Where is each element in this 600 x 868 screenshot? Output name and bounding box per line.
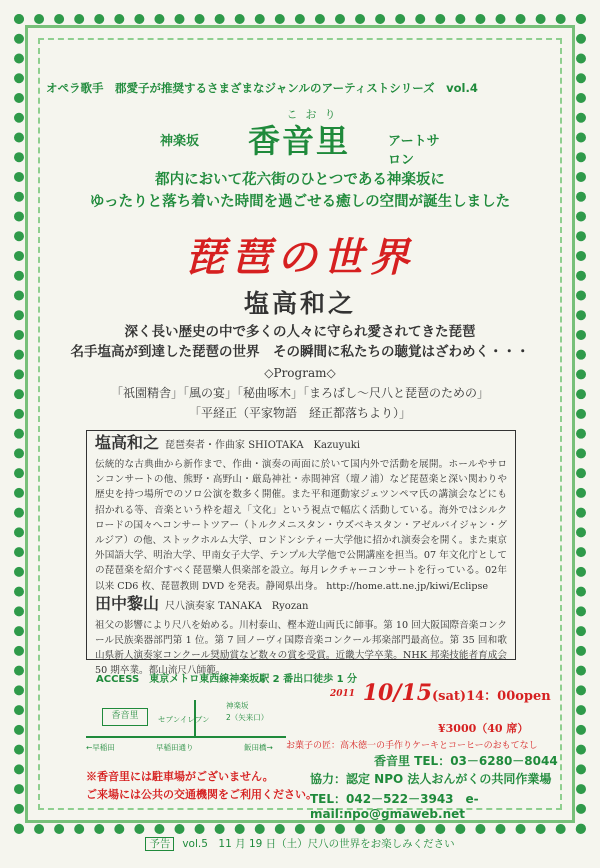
- event-year: 2011: [330, 689, 356, 699]
- tanaka-name: 田中黎山: [95, 593, 160, 613]
- event-date: [330, 680, 551, 706]
- access-title: ACCESS 東京メトロ東西線神楽坂駅 2 番出口徒歩 1 分: [96, 674, 358, 685]
- program-heading: ◇Program◇: [264, 366, 336, 380]
- shiotaka-bio: 伝統的な古典曲から新作まで、作曲・演奏の両面に於いて国内外で活動を展開。ホールやサロンコンサートの他、熊野・高野山・厳島神社・赤間神宮（壇ノ浦）など琵琶楽と深い関わりや歴史を持つ場所でのソロ公演を数多く開催。また平和運動家ジェツンペマ氏の講演会などにも招かれる等、音楽という枠を超え「文化」という視点で幅広く活動している。海外ではシルクロードの国々へコンサートツアー（トルクメニスタン・ウズベキスタン・アゼルバイジャン・グルジア）の他、ストックホルム大学、ロンドンシティー大学他に招かれ演奏会を開く。また東京外国語大学、明治大学、甲南女子大学、テンプル大学他で公開講座を担当。07 年文化庁としての琵琶楽を紹介すべく琵琶樂人倶楽部を設立。毎月レクチャーコンサートを行っている。02年以来 CD6 枚、琵琶教則 DVD を発表。静岡県出身。 http://home.att.ne.jp/kiwi/Eclipse: [95, 459, 507, 592]
- venue-salon: アートサロン: [388, 134, 440, 168]
- event-day-date: 10/15: [362, 680, 432, 706]
- tanaka-bio: 祖父の影響により尺八を始める。川村泰山、樫本遊山両氏に師事。第 10 回大阪国際音楽コンクール民族楽器部門第 1 位。第 7 回ノーヴィ国際音楽コンクール邦楽部門最高位。第 35 回和歌山県新人演奏家コンクール奨励賞など数々の賞を受賞。近畿大学卒業。NHK 邦楽技能者育成会 50 期卒業。都山流尺八師範。: [95, 619, 507, 677]
- next-event-notice: [0, 836, 600, 851]
- map-street: 早稲田通り: [156, 743, 194, 752]
- map-right: 飯田橋→: [244, 743, 273, 752]
- artist-name: 塩高和之: [243, 289, 356, 318]
- shiotaka-name: 塩高和之: [95, 433, 160, 452]
- notice-tag: 予告: [145, 837, 174, 851]
- transit-note: ご来場には公共の交通機関をご利用ください。: [86, 788, 317, 801]
- ticket-price: ¥3000（40 席）: [438, 722, 529, 735]
- event-weekday: (sat): [432, 689, 467, 704]
- venue-area: 神楽坂: [160, 134, 200, 149]
- map-exit: 2（矢来口）: [226, 713, 269, 722]
- cooperation: 協力：認定 NPO 法人おんがくの共同作業場: [310, 772, 552, 786]
- venue-logo: [150, 106, 450, 168]
- tanaka-role: 尺八演奏家 TANAKA Ryozan: [165, 600, 309, 612]
- venue-name: 香音里: [248, 122, 351, 160]
- intro-line-2: ゆったりと落ち着いた時間を過ごせる癒しの空間が誕生しました: [89, 194, 511, 210]
- access-map: [86, 686, 286, 756]
- catchphrase-line-1: 深く長い歴史の中で多くの人々に守られ愛されてきた琵琶: [124, 324, 476, 340]
- shiotaka-role: 琵琶奏者・作曲家 SHIOTAKA Kazuyuki: [165, 440, 361, 451]
- cooperation-contact: TEL：042－522－3943 e-mail:npo@gmaweb.net: [310, 792, 479, 821]
- map-left: ←早稲田: [86, 743, 115, 752]
- sweets-note: お菓子の匠：高木徳一の手作りケーキとコーヒーのおもてなし: [286, 741, 538, 751]
- map-venue: 香音里: [102, 708, 148, 726]
- venue-phone: 香音里 TEL：03－6280－8044: [374, 754, 558, 768]
- program-line-1: 「祇園精舎」「風の宴」「秘曲啄木」「まろばし～尺八と琵琶のための」: [110, 386, 489, 400]
- parking-note: ※香音里には駐車場がございません。: [86, 770, 274, 783]
- event-title: 琵琶の世界: [185, 234, 415, 281]
- event-time: 14：00open: [466, 689, 551, 704]
- intro-line-1: 都内において花六街のひとつである神楽坂に: [155, 172, 445, 188]
- map-street-line: [86, 736, 286, 738]
- notice-text: vol.5 11 月 19 日（土）尺八の世界をお楽しみください: [182, 838, 455, 850]
- venue-ruby: こおり: [286, 108, 344, 121]
- series-line: オペラ歌手 郡愛子が推奨するさまざまなジャンルのアーティストシリーズ vol.4: [46, 81, 478, 95]
- catchphrase-line-2: 名手塩高が到達した琵琶の世界 その瞬間に私たちの聴覚はざわめく・・・: [70, 344, 530, 360]
- program-line-2: 「平経正（平家物語 経正都落ちより）」: [188, 406, 411, 420]
- map-station: 神楽坂: [226, 701, 249, 710]
- bio-box: [86, 430, 516, 677]
- map-store: セブンイレブン: [158, 715, 210, 724]
